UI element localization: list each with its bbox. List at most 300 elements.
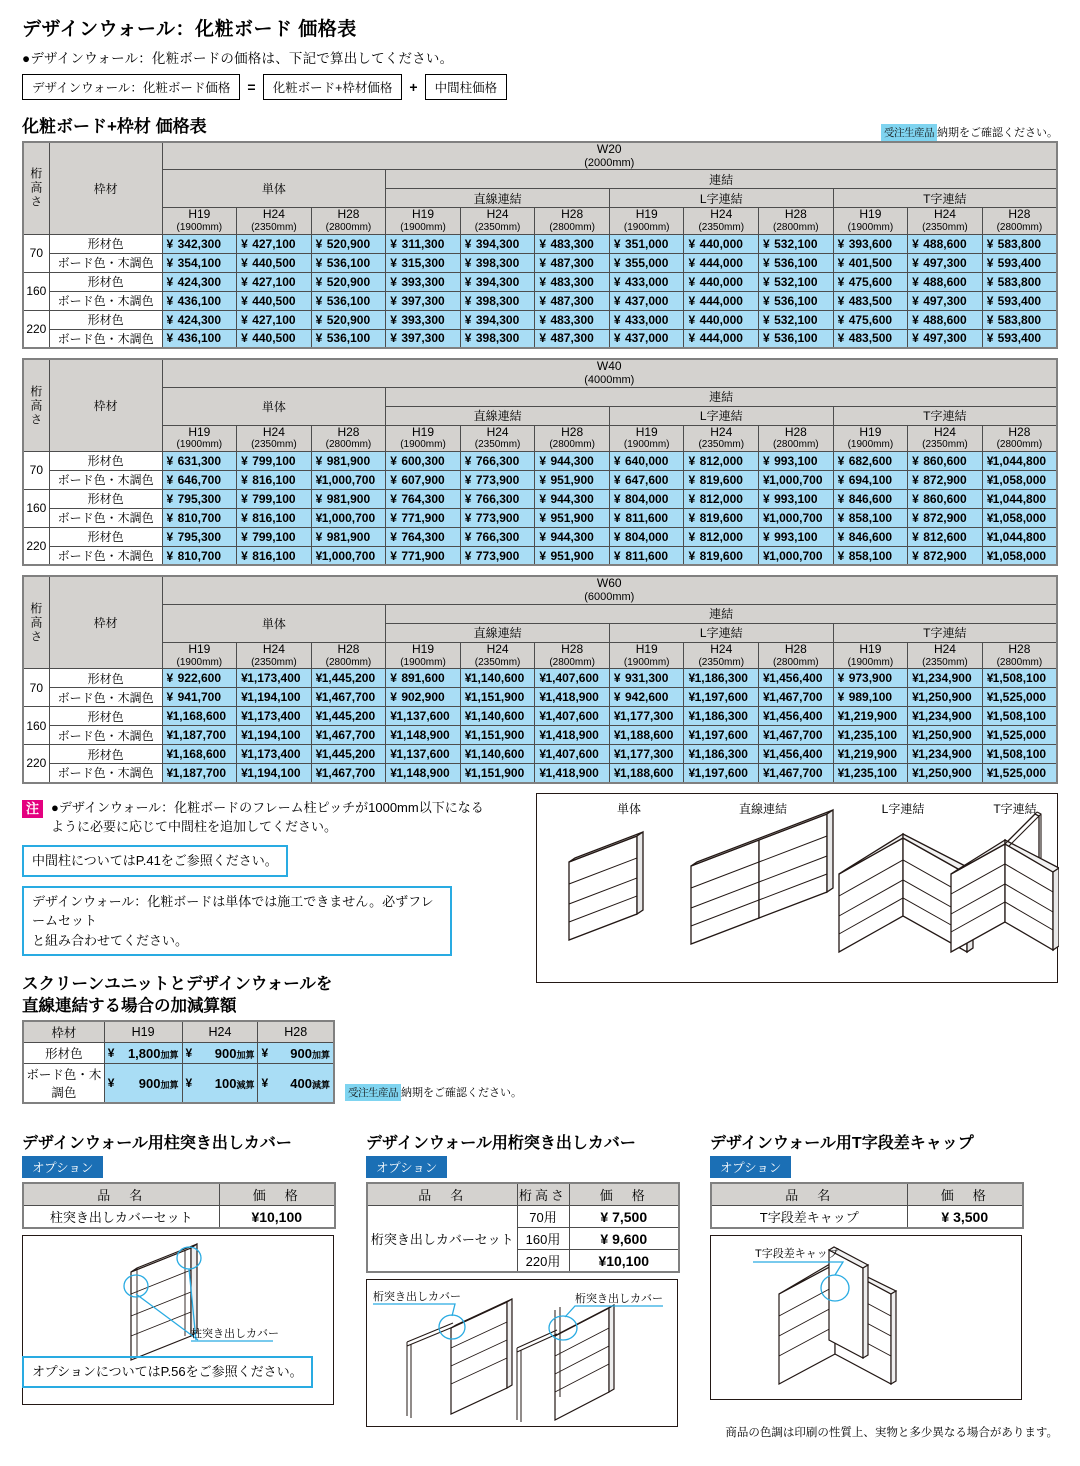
table-row [23, 253, 1057, 272]
yen-symbol: ¥ [315, 728, 323, 743]
cell-price: ¥ 973,900 [833, 669, 908, 688]
cell-price: ¥ 440,500 [237, 329, 312, 348]
cell-color-type: 形材色 [49, 669, 162, 688]
cell-price: ¥ 1,197,600 [684, 688, 759, 707]
made-to-order-tag: 受注生産品 [881, 124, 937, 141]
cell-price: ¥ 1,467,700 [311, 726, 386, 745]
header-height-h24: H24 (2350mm) [908, 425, 983, 451]
cell-price: ¥ 1,445,200 [311, 707, 386, 726]
section-title: 化粧ボード+枠材 価格表 [22, 117, 207, 136]
yen-symbol: ¥ [763, 690, 770, 705]
cell-price: ¥ 941,700 [162, 688, 237, 707]
yen-symbol: ¥ [241, 765, 248, 780]
yen-symbol: ¥ [763, 548, 770, 563]
cell-price: ¥ 1,508,100 [982, 707, 1057, 726]
yen-symbol: ¥ [688, 293, 696, 308]
cell-price: ¥ 1,151,900 [460, 726, 535, 745]
notes-column [22, 793, 522, 1105]
callout-option-reference: オプションについてはP.56をご参照ください。 [22, 1356, 313, 1388]
adjust-section [22, 974, 522, 1104]
adjust-made-tag: 受注生産品 [345, 1084, 401, 1101]
cell-price: ¥ 427,100 [237, 272, 312, 291]
cell-price: ¥ 520,900 [311, 310, 386, 329]
yen-symbol: ¥ [763, 709, 770, 724]
cell-price: ¥ 773,900 [460, 508, 535, 527]
made-to-order-note [881, 124, 1058, 141]
yen-symbol: ¥ [315, 255, 323, 270]
formula-plus: + [409, 79, 418, 95]
yen-symbol: ¥ [464, 331, 472, 346]
cell-price: ¥ 1,445,200 [311, 669, 386, 688]
cell-price: ¥ 497,300 [908, 291, 983, 310]
yen-symbol: ¥ [837, 765, 845, 780]
yen-symbol: ¥ [539, 671, 547, 686]
cell-price: ¥ 647,600 [609, 470, 684, 489]
cell-price: ¥ 440,500 [237, 253, 312, 272]
cell-price: ¥ 816,100 [237, 508, 312, 527]
adjust-suffix: 加算 [160, 1079, 179, 1090]
cell-price: ¥ 773,900 [460, 470, 535, 489]
yen-symbol: ¥ [688, 312, 696, 327]
yen-symbol: ¥ [763, 274, 770, 289]
yen-symbol: ¥ [166, 236, 174, 251]
header-height-h28: H28 (2800mm) [311, 208, 386, 234]
table-row [23, 1206, 335, 1229]
cell-keta-height: 220 [23, 310, 49, 348]
cell-color-type: 形材色 [49, 234, 162, 253]
yen-symbol: ¥ [837, 293, 845, 308]
cell-keta-height: 70 [23, 451, 49, 489]
cell-price: ¥ 1,445,200 [311, 745, 386, 764]
header-height-h24: H24 (2350mm) [684, 208, 759, 234]
header-height-h24: H24 (2350mm) [908, 642, 983, 668]
cell-price: ¥ 846,600 [833, 489, 908, 508]
yen-symbol: ¥ [688, 728, 696, 743]
option-block-t-cap [710, 1130, 1040, 1427]
yen-symbol: ¥ [837, 728, 845, 743]
option-1-item-price: ¥10,100 [219, 1206, 335, 1229]
adjust-cell-value: ¥ 900加算 [258, 1043, 334, 1064]
cell-price: ¥ 593,400 [982, 291, 1057, 310]
cell-price: ¥ 440,000 [684, 234, 759, 253]
header-keta-height: 桁高さ [23, 142, 49, 234]
cell-color-type: 形材色 [49, 527, 162, 546]
cell-price: ¥ 872,900 [908, 508, 983, 527]
cell-price: ¥ 427,100 [237, 310, 312, 329]
option-3-item-name: T字段差キャップ [711, 1206, 907, 1229]
yen-symbol: ¥ [986, 747, 994, 762]
option-1-table [22, 1182, 336, 1229]
cell-color-type: 形材色 [49, 310, 162, 329]
cell-price: ¥ 1,234,900 [908, 745, 983, 764]
cell-price: ¥ 444,000 [684, 329, 759, 348]
table-header-row [23, 1021, 334, 1043]
yen-symbol: ¥ [539, 709, 547, 724]
yen-symbol: ¥ [688, 510, 696, 525]
cell-price: ¥ 1,418,900 [535, 726, 610, 745]
adjust-header-1: H19 [104, 1021, 182, 1043]
yen-symbol: ¥ [539, 293, 547, 308]
cell-price: ¥ 394,300 [460, 234, 535, 253]
yen-symbol: ¥ [390, 548, 397, 563]
table-header-row [23, 576, 1057, 604]
cell-price: ¥ 1,250,900 [908, 726, 983, 745]
yen-symbol: ¥ [986, 491, 994, 506]
yen-symbol: ¥ [166, 331, 174, 346]
yen-symbol: ¥ [464, 765, 472, 780]
callout-frameset-required [22, 886, 452, 957]
yen-symbol: ¥ [837, 453, 845, 468]
option-1-header-name: 品 名 [23, 1183, 219, 1206]
table-header-row [23, 359, 1057, 387]
page-title: デザインウォール：化粧ボード 価格表 [22, 19, 357, 40]
adjust-suffix: 減算 [311, 1079, 330, 1090]
yen-symbol: ¥ [464, 453, 472, 468]
yen-symbol: ¥ [166, 472, 174, 487]
yen-symbol: ¥ [390, 709, 397, 724]
cell-price: ¥ 981,900 [311, 489, 386, 508]
cell-price: ¥ 593,400 [982, 329, 1057, 348]
cell-price: ¥ 1,508,100 [982, 669, 1057, 688]
yen-symbol: ¥ [539, 690, 547, 705]
cell-price: ¥ 536,100 [759, 253, 834, 272]
header-height-h24: H24 (2350mm) [237, 425, 312, 451]
cell-price: ¥ 475,600 [833, 272, 908, 291]
cell-price: ¥ 1,000,700 [759, 508, 834, 527]
table-header-row [23, 642, 1057, 668]
cell-price: ¥ 1,467,700 [311, 764, 386, 783]
cell-price: ¥ 483,500 [833, 329, 908, 348]
cell-color-type: ボード色・木調色 [49, 688, 162, 707]
yen-symbol: ¥ [315, 472, 323, 487]
adjust-suffix: 加算 [160, 1049, 179, 1060]
yen-symbol: ¥ [837, 690, 845, 705]
cell-price: ¥ 397,300 [386, 291, 461, 310]
yen-symbol: ¥ [315, 236, 323, 251]
cell-price: ¥ 1,188,600 [609, 764, 684, 783]
cell-price: ¥ 1,140,600 [460, 669, 535, 688]
cell-color-type: ボード色・木調色 [49, 329, 162, 348]
yen-symbol: ¥ [166, 548, 174, 563]
cell-color-type: ボード色・木調色 [49, 726, 162, 745]
cell-price: ¥ 1,173,400 [237, 745, 312, 764]
cell-price: ¥ 1,177,300 [609, 745, 684, 764]
yen-symbol: ¥ [613, 331, 621, 346]
cell-price: ¥ 1,186,300 [684, 745, 759, 764]
option-block-beam-cover [366, 1130, 696, 1427]
width-mm: (6000mm) [584, 591, 635, 604]
yen-symbol: ¥ [107, 1045, 115, 1060]
cell-price: ¥ 819,600 [684, 508, 759, 527]
option-2-price-2: ¥10,100 [569, 1250, 679, 1273]
yen-symbol: ¥ [688, 236, 696, 251]
cell-price: ¥ 497,300 [908, 253, 983, 272]
yen-symbol: ¥ [763, 747, 770, 762]
cell-price: ¥ 424,300 [162, 310, 237, 329]
adjust-cell-value: ¥ 100減算 [182, 1064, 258, 1104]
cell-price: ¥ 766,300 [460, 451, 535, 470]
cell-price: ¥ 902,900 [386, 688, 461, 707]
cell-price: ¥ 810,700 [162, 546, 237, 565]
option-3-tag: オプション [710, 1156, 791, 1178]
cell-price: ¥ 819,600 [684, 470, 759, 489]
cell-price: ¥ 1,407,600 [535, 745, 610, 764]
yen-symbol: ¥ [763, 728, 770, 743]
yen-symbol: ¥ [837, 747, 845, 762]
header-chokusen: 直線連結 [386, 406, 610, 425]
cell-price: ¥ 520,900 [311, 272, 386, 291]
cell-color-type: 形材色 [49, 707, 162, 726]
header-height-h19: H19 (1900mm) [833, 208, 908, 234]
cell-price: ¥ 858,100 [833, 546, 908, 565]
cell-price: ¥ 532,100 [759, 310, 834, 329]
cell-price: ¥ 1,173,400 [237, 669, 312, 688]
callout-frameset-line-2: と組み合わせてください。 [32, 932, 189, 948]
yen-symbol: ¥ [390, 491, 397, 506]
yen-symbol: ¥ [688, 491, 696, 506]
yen-symbol: ¥ [185, 1075, 193, 1090]
cell-price: ¥ 682,600 [833, 451, 908, 470]
cell-price: ¥ 1,000,700 [759, 546, 834, 565]
yen-symbol: ¥ [613, 491, 621, 506]
callout-frameset-line-1: デザインウォール：化粧ボードは単体では施工できません。必ずフレームセット [32, 893, 434, 929]
yen-symbol: ¥ [241, 293, 248, 308]
table-row [367, 1206, 679, 1228]
yen-symbol: ¥ [166, 671, 174, 686]
cell-price: ¥ 981,900 [311, 451, 386, 470]
option-2-header-name: 品 名 [367, 1183, 517, 1206]
formula-term-board-frame: 化粧ボード+枠材価格 [263, 74, 403, 100]
table-row [23, 451, 1057, 470]
adjust-made-to-order [345, 1084, 522, 1104]
table-header-row [23, 208, 1057, 234]
cell-price: ¥ 799,100 [237, 527, 312, 546]
yen-symbol: ¥ [912, 293, 919, 308]
cell-price: ¥ 483,300 [535, 234, 610, 253]
header-tji: T字連結 [833, 406, 1057, 425]
cell-price: ¥ 1,168,600 [162, 707, 237, 726]
yen-symbol: ¥ [613, 274, 621, 289]
cell-price: ¥ 1,187,700 [162, 764, 237, 783]
table-header-row [23, 425, 1057, 451]
yen-symbol: ¥ [315, 690, 323, 705]
yen-symbol: ¥ [390, 236, 397, 251]
yen-symbol: ¥ [241, 510, 248, 525]
yen-symbol: ¥ [912, 728, 919, 743]
yen-symbol: ¥ [613, 709, 621, 724]
cell-price: ¥ 1,151,900 [460, 764, 535, 783]
adjust-suffix: 加算 [311, 1049, 330, 1060]
header-height-h24: H24 (2350mm) [237, 208, 312, 234]
cell-price: ¥ 811,600 [609, 546, 684, 565]
yen-symbol: ¥ [912, 671, 919, 686]
cell-price: ¥ 393,300 [386, 272, 461, 291]
table-row [23, 272, 1057, 291]
adjust-table [22, 1020, 335, 1104]
table-row [23, 726, 1057, 745]
cell-price: ¥ 931,300 [609, 669, 684, 688]
cell-price: ¥ 1,140,600 [460, 745, 535, 764]
option-2-figure-label-right: 桁突き出しカバー [575, 1293, 663, 1306]
yen-symbol: ¥ [763, 312, 770, 327]
width-mm: (2000mm) [584, 156, 635, 169]
yen-symbol: ¥ [464, 510, 472, 525]
cell-price: ¥ 1,250,900 [908, 764, 983, 783]
option-2-header-keta: 桁高さ [517, 1183, 569, 1206]
table-row [23, 1043, 334, 1064]
yen-symbol: ¥ [912, 236, 919, 251]
price-table-w40 [22, 358, 1058, 566]
cell-price: ¥ 766,300 [460, 489, 535, 508]
adjust-header-3: H28 [258, 1021, 334, 1043]
yen-symbol: ¥ [912, 529, 919, 544]
yen-symbol: ¥ [464, 529, 472, 544]
yen-symbol: ¥ [986, 293, 994, 308]
cell-color-type: ボード色・木調色 [49, 470, 162, 489]
callout-midpost-reference: 中間柱についてはP.41をご参照ください。 [22, 845, 288, 877]
yen-symbol: ¥ [986, 274, 994, 289]
table-row [23, 329, 1057, 348]
yen-symbol: ¥ [390, 312, 397, 327]
header-height-h24: H24 (2350mm) [684, 642, 759, 668]
yen-symbol: ¥ [241, 491, 248, 506]
cell-price: ¥ 922,600 [162, 669, 237, 688]
table-row [23, 508, 1057, 527]
cell-price: ¥ 483,300 [535, 272, 610, 291]
option-1-header-price: 価 格 [219, 1183, 335, 1206]
cell-price: ¥ 1,197,600 [684, 764, 759, 783]
cell-price: ¥ 1,234,900 [908, 707, 983, 726]
yen-symbol: ¥ [390, 728, 397, 743]
yen-symbol: ¥ [241, 312, 248, 327]
yen-symbol: ¥ [241, 453, 248, 468]
yen-symbol: ¥ [837, 331, 845, 346]
cell-price: ¥ 398,300 [460, 291, 535, 310]
table-header-row [23, 1183, 335, 1206]
yen-symbol: ¥ [986, 728, 994, 743]
yen-symbol: ¥ [912, 548, 919, 563]
cell-price: ¥ 1,044,800 [982, 527, 1057, 546]
yen-symbol: ¥ [763, 510, 770, 525]
yen-symbol: ¥ [837, 491, 845, 506]
yen-symbol: ¥ [390, 274, 397, 289]
yen-symbol: ¥ [986, 765, 994, 780]
yen-symbol: ¥ [912, 709, 919, 724]
cell-price: ¥ 487,300 [535, 253, 610, 272]
option-2-title: デザインウォール用桁突き出しカバー [366, 1135, 636, 1153]
cell-price: ¥ 1,235,100 [833, 726, 908, 745]
cell-color-type: 形材色 [49, 451, 162, 470]
yen-symbol: ¥ [241, 236, 248, 251]
yen-symbol: ¥ [613, 765, 621, 780]
option-3-table [710, 1182, 1024, 1229]
cell-price: ¥ 1,525,000 [982, 726, 1057, 745]
caution-badge: 注 [22, 800, 43, 818]
adjust-row-label: ボード色・木調色 [23, 1064, 104, 1104]
yen-symbol: ¥ [166, 312, 174, 327]
cell-price: ¥ 433,000 [609, 310, 684, 329]
cell-price: ¥ 981,900 [311, 527, 386, 546]
yen-symbol: ¥ [261, 1075, 269, 1090]
header-chokusen: 直線連結 [386, 623, 610, 642]
yen-symbol: ¥ [837, 529, 845, 544]
cell-price: ¥ 427,100 [237, 234, 312, 253]
yen-symbol: ¥ [315, 453, 323, 468]
header-height-h19: H19 (1900mm) [386, 208, 461, 234]
cell-price: ¥ 860,600 [908, 489, 983, 508]
yen-symbol: ¥ [539, 274, 547, 289]
option-3-header-name: 品 名 [711, 1183, 907, 1206]
yen-symbol: ¥ [763, 491, 770, 506]
yen-symbol: ¥ [539, 529, 547, 544]
cell-price: ¥ 1,418,900 [535, 764, 610, 783]
cell-price: ¥ 810,700 [162, 508, 237, 527]
cell-price: ¥ 583,800 [982, 310, 1057, 329]
cell-price: ¥ 1,407,600 [535, 707, 610, 726]
cell-price: ¥ 993,100 [759, 451, 834, 470]
adjust-cell-value: ¥ 1,800加算 [104, 1043, 182, 1064]
cell-price: ¥ 1,234,900 [908, 669, 983, 688]
cell-price: ¥ 593,400 [982, 253, 1057, 272]
yen-symbol: ¥ [763, 293, 770, 308]
yen-symbol: ¥ [464, 293, 472, 308]
yen-symbol: ¥ [763, 255, 770, 270]
header-keta-height: 桁高さ [23, 576, 49, 668]
cell-price: ¥ 1,186,300 [684, 669, 759, 688]
header-renketsu: 連結 [386, 604, 1057, 623]
yen-symbol: ¥ [166, 690, 174, 705]
yen-symbol: ¥ [912, 491, 919, 506]
yen-symbol: ¥ [390, 765, 397, 780]
yen-symbol: ¥ [185, 1045, 193, 1060]
shape-label-1: 直線連結 [738, 801, 787, 816]
yen-symbol: ¥ [688, 747, 696, 762]
header-height-h19: H19 (1900mm) [609, 642, 684, 668]
cell-price: ¥ 766,300 [460, 527, 535, 546]
cell-price: ¥ 393,600 [833, 234, 908, 253]
yen-symbol: ¥ [464, 747, 472, 762]
yen-symbol: ¥ [912, 453, 919, 468]
cell-price: ¥ 1,250,900 [908, 688, 983, 707]
yen-symbol: ¥ [315, 747, 323, 762]
header-height-h19: H19 (1900mm) [833, 642, 908, 668]
table-header-row [711, 1183, 1023, 1206]
yen-symbol: ¥ [464, 690, 472, 705]
yen-symbol: ¥ [763, 453, 770, 468]
caution-note [22, 799, 522, 837]
yen-symbol: ¥ [613, 453, 621, 468]
yen-symbol: ¥ [315, 510, 323, 525]
yen-symbol: ¥ [539, 472, 547, 487]
yen-symbol: ¥ [986, 690, 994, 705]
yen-symbol: ¥ [912, 747, 919, 762]
cell-price: ¥ 1,467,700 [759, 764, 834, 783]
yen-symbol: ¥ [390, 510, 397, 525]
cell-price: ¥ 993,100 [759, 489, 834, 508]
header-height-h28: H28 (2800mm) [759, 425, 834, 451]
cell-price: ¥ 483,300 [535, 310, 610, 329]
yen-symbol: ¥ [688, 331, 696, 346]
yen-symbol: ¥ [315, 274, 323, 289]
yen-symbol: ¥ [241, 274, 248, 289]
header-height-h28: H28 (2800mm) [311, 642, 386, 668]
option-2-keta-2: 220用 [517, 1250, 569, 1273]
cell-price: ¥ 607,900 [386, 470, 461, 489]
header-height-h24: H24 (2350mm) [460, 425, 535, 451]
header-tji: T字連結 [833, 189, 1057, 208]
yen-symbol: ¥ [241, 548, 248, 563]
cell-price: ¥ 1,508,100 [982, 745, 1057, 764]
